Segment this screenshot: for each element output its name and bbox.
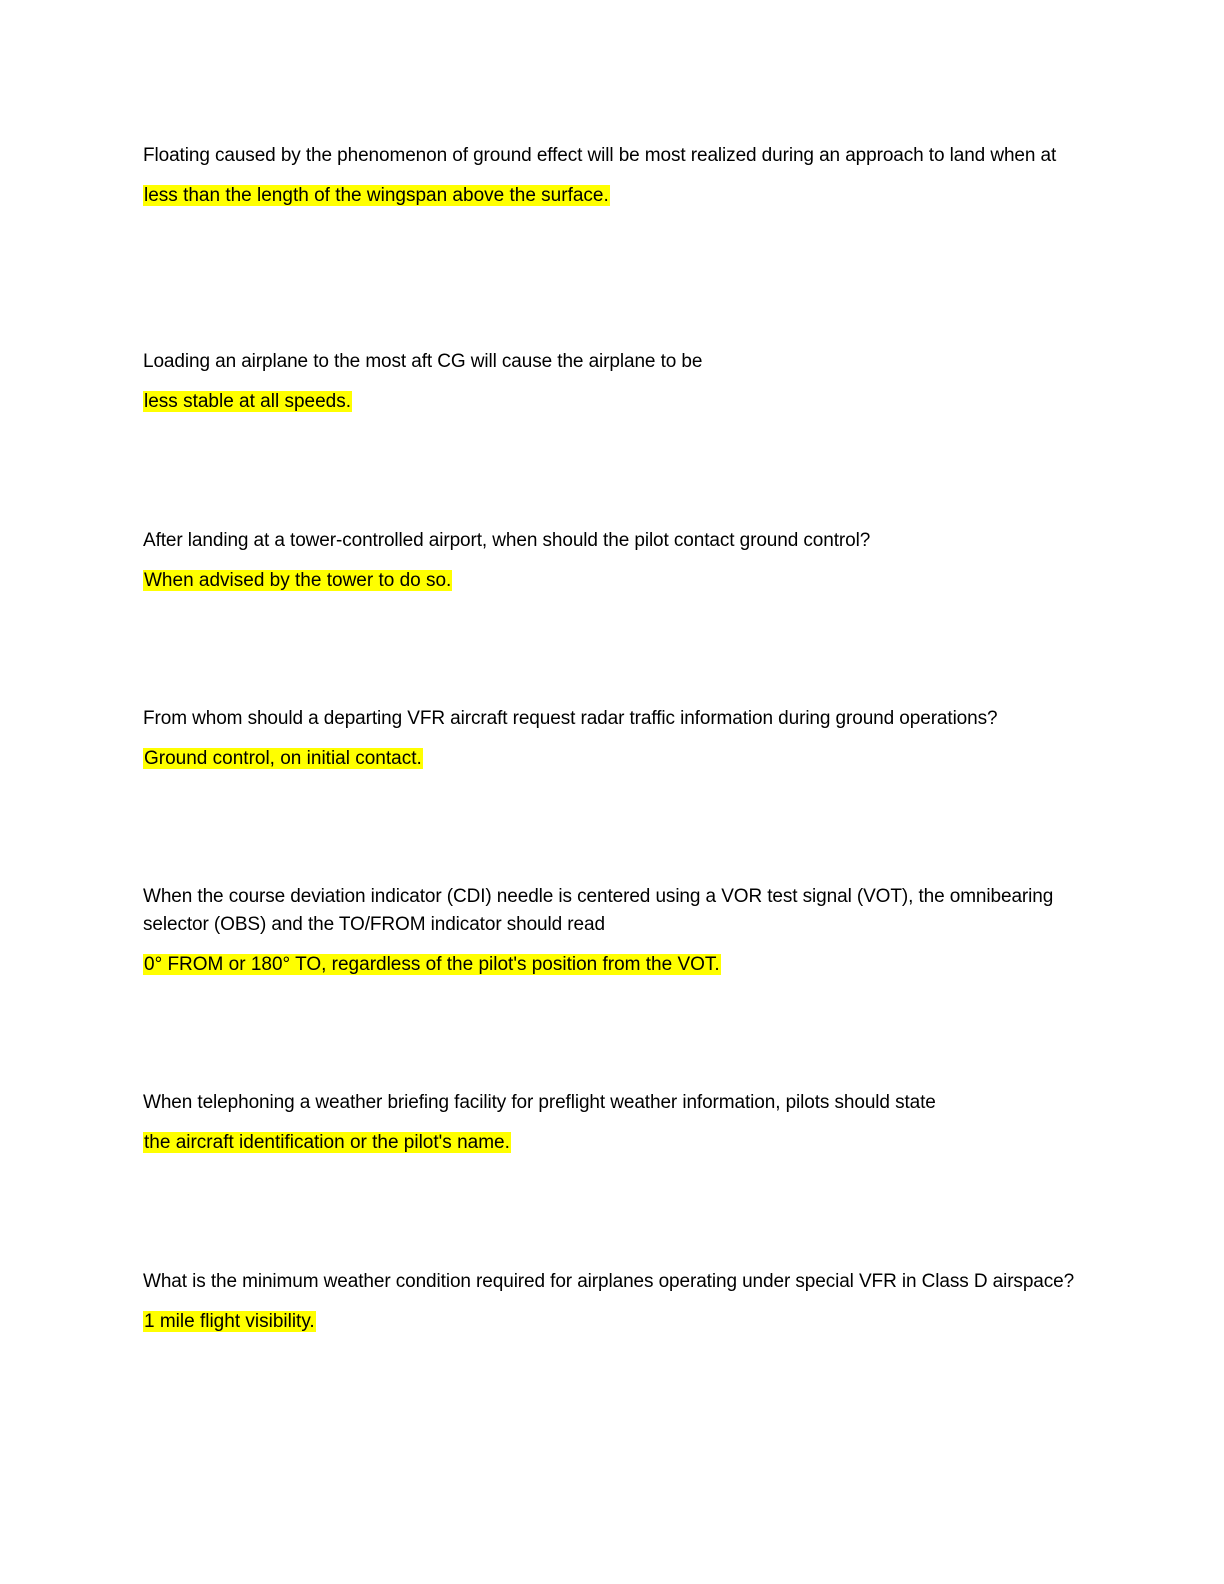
qa-item-7	[143, 1268, 1083, 1334]
answer-highlight: 1 mile flight visibility.	[144, 1311, 315, 1332]
qa-item-3	[143, 527, 1083, 593]
answer-text	[143, 390, 1083, 414]
question-text: Floating caused by the phenomenon of ground effect will be most realized during an approach to land when at	[143, 145, 1057, 166]
answer-text	[143, 1131, 1083, 1155]
answer-text	[143, 184, 1083, 208]
qa-item-6	[143, 1089, 1083, 1155]
qa-item-4	[143, 705, 1083, 771]
answer-highlight: 0° FROM or 180° TO, regardless of the pilot's position from the VOT.	[144, 954, 720, 975]
question-text: Loading an airplane to the most aft CG will cause the airplane to be	[143, 351, 703, 372]
question-text: When the course deviation indicator (CDI) needle is centered using a VOR test signal (VOT), the omnibearing selector (OBS) and the TO/FROM indicator should read	[143, 886, 1054, 935]
answer-highlight: less stable at all speeds.	[144, 391, 352, 412]
question-text: After landing at a tower-controlled airport, when should the pilot contact ground control?	[143, 530, 871, 551]
question-text: From whom should a departing VFR aircraft request radar traffic information during ground operations?	[143, 708, 998, 729]
answer-highlight: less than the length of the wingspan above the surface.	[144, 185, 609, 206]
answer-text	[143, 1310, 1083, 1334]
answer-highlight: When advised by the tower to do so.	[144, 570, 452, 591]
question-text: What is the minimum weather condition required for airplanes operating under special VFR in Class D airspace?	[143, 1271, 1075, 1292]
answer-highlight: Ground control, on initial contact.	[144, 748, 422, 769]
answer-highlight: the aircraft identification or the pilot's name.	[144, 1132, 510, 1153]
answer-text	[143, 569, 1083, 593]
answer-text	[143, 747, 1083, 771]
qa-item-2	[143, 348, 1083, 414]
question-text: When telephoning a weather briefing facility for preflight weather information, pilots should state	[143, 1092, 936, 1113]
qa-item-5	[143, 883, 1083, 977]
answer-text	[143, 953, 1083, 977]
qa-item-1	[143, 142, 1083, 208]
